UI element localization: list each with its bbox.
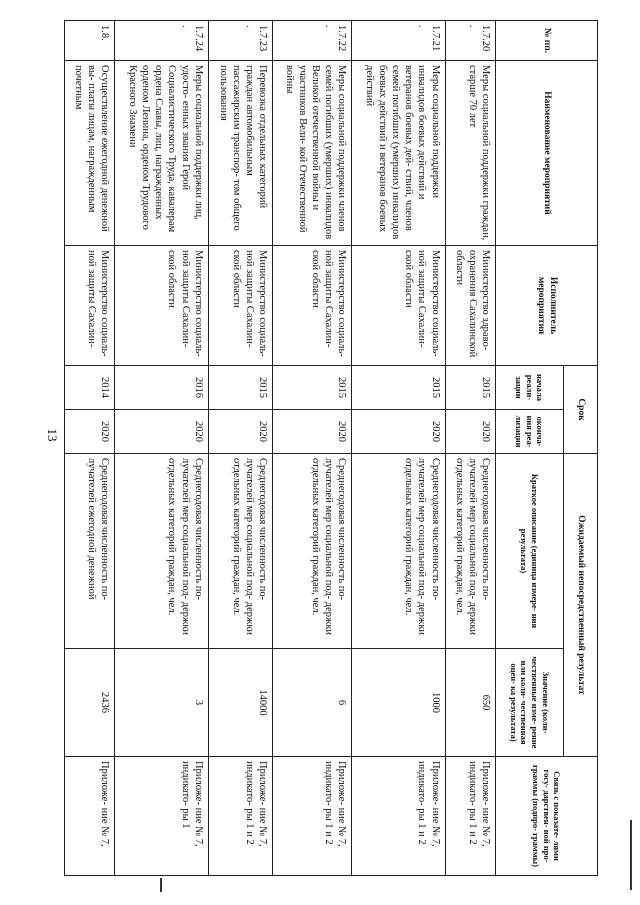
row-end: 2020 [208, 410, 273, 454]
row-link: Приложе- ние № 7, индикато- ры 1 и 2 [273, 757, 352, 876]
measures-table [64, 20, 598, 876]
row-end: 2020 [65, 410, 115, 454]
row-start: 2015 [445, 366, 495, 410]
row-num: 1.7.24 . [115, 21, 208, 61]
header-term: Срок [564, 366, 598, 454]
header-name: Наименование мероприятий [496, 61, 598, 246]
row-start: 2015 [352, 366, 445, 410]
row-num: 1.8. [65, 21, 115, 61]
page-number: 13 [45, 428, 60, 442]
header-executor: Исполнитель мероприятия [496, 246, 598, 366]
row-link: Приложе- ние № 7, индикато- ры 1 и 2 [208, 757, 273, 876]
row-start: 2016 [115, 366, 208, 410]
header-result: Ожидаемый непосредственный результат [564, 454, 598, 757]
row-link: Приложе- ние № 7, индикато- ры 1 и 2 [352, 757, 445, 876]
row-value: 14000 [208, 649, 273, 757]
row-start: 2015 [273, 366, 352, 410]
rotated-table-container [64, 20, 598, 875]
row-num: 1.7.22 . [273, 21, 352, 61]
row-value: 2436 [65, 649, 115, 757]
row-executor: Министерство здраво- охранения Сахалинской области [445, 246, 495, 366]
row-value: 650 [445, 649, 495, 757]
table-row [208, 21, 273, 876]
row-name: Перевозка отдельных категорий граждан автомобильным пассажирским транспор- том общего пользования [208, 61, 273, 246]
header-result-value: Значение (коли- чественные изме- рение или коли- чественная оцен- ка результата) [496, 649, 564, 757]
row-desc: Среднегодовая численность по- лучателей мер социальной под- держки отдельных категорий граждан, чел. [352, 454, 445, 649]
row-end: 2020 [273, 410, 352, 454]
row-end: 2020 [352, 410, 445, 454]
header-result-desc: Краткое описание (единица измере- ния результата) [496, 454, 564, 649]
table-row [273, 21, 352, 876]
row-name: Меры социальной поддержки членов семей погибших (умерших) инвалидов Великой отечественной войны и участников Вели- кой Отечественной войны [273, 61, 352, 246]
row-link: Приложе- ние № 7, индикато- ры 1 и 2 [445, 757, 495, 876]
row-start: 2014 [65, 366, 115, 410]
row-link: Приложе- ние № 7, [65, 757, 115, 876]
row-num: 1.7.20 . [445, 21, 495, 61]
row-desc: Среднегодовая численность по- лучателей мер социальной под- держки отдельных категорий граждан, чел. [208, 454, 273, 649]
row-desc: Среднегодовая численность по- лучателей ежегодной денежной [65, 454, 115, 649]
row-start: 2015 [208, 366, 273, 410]
row-executor: Министерство социаль- ной защиты Сахалин- ской области [352, 246, 445, 366]
row-value: 6 [273, 649, 352, 757]
row-name: Осуществление ежегодной денежной вы- платы лицам, награжденным почетным [65, 61, 115, 246]
row-executor: Министерство социаль- ной защиты Сахалин- ской области [208, 246, 273, 366]
row-name: Меры социальной поддержки лиц, удосто- енных звания Герой Социалистического Труда, кавалерам ордена Славы, лиц, награжденных орденом Ленина, орденом Трудового Красного Знамени [115, 61, 208, 246]
row-executor: Министерство социаль- ной защиты Сахалин- ской области [273, 246, 352, 366]
row-value: 3 [115, 649, 208, 757]
scan-artifact [160, 878, 162, 892]
row-end: 2020 [445, 410, 495, 454]
header-link: Связь с показате- лями госу- дарствен- ной про- граммы (подпро- граммы) [496, 757, 598, 876]
row-executor: Министерство социаль- ной защиты Сахалин- ской области [115, 246, 208, 366]
table-row [65, 21, 115, 876]
row-end: 2020 [115, 410, 208, 454]
table-row [445, 21, 495, 876]
table-row [352, 21, 445, 876]
table-row [115, 21, 208, 876]
row-name: Меры социальной поддержки граждан, старше 70 лет [445, 61, 495, 246]
row-num: 1.7.23 . [208, 21, 273, 61]
row-desc: Среднегодовая численность по- лучателей мер социальной под- держки отдельных категорий граждан, чел. [445, 454, 495, 649]
row-value: 1000 [352, 649, 445, 757]
row-executor: Министерство социаль- ной защиты Сахалин- [65, 246, 115, 366]
row-link: Приложе- ние № 7, индикато- ры 1 [115, 757, 208, 876]
row-name: Меры социальной поддержки инвалидов боевых действий и ветеранов боевых дей- ствий, членов семей погибших (умерших) инвалидов боевых действий и ветеранов боевых действий [352, 61, 445, 246]
row-desc: Среднегодовая численность по- лучателей мер социальной под- держки отдельных категорий граждан, чел. [115, 454, 208, 649]
row-desc: Среднегодовая численность по- лучателей мер социальной под- держки отдельных категорий граждан, чел. [273, 454, 352, 649]
header-term-end: оконча- ния реа- лизации [496, 410, 564, 454]
header-term-start: начала реали- зации [496, 366, 564, 410]
scan-artifact [630, 820, 632, 890]
header-num: № пп. [496, 21, 598, 61]
row-num: 1.7.21 . [352, 21, 445, 61]
